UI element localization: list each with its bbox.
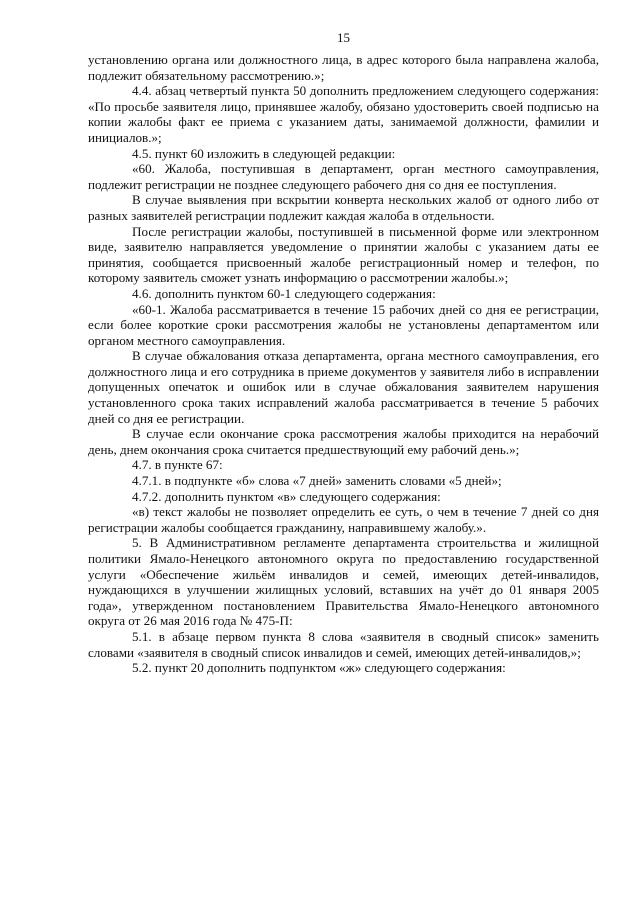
paragraph: После регистрации жалобы, поступившей в письменной форме или электронном виде, заявителю направляется уведомление о принятии жалобы с указанием даты ее принятия, сообщается присвоенный жалобе регистрационный номер и телефон, по которому заявитель сможет узнать информацию о рассмотрении жалобы.»; bbox=[88, 223, 599, 286]
paragraph: В случае если окончание срока рассмотрения жалобы приходится на нерабочий день, днем окончания срока считается предшествующий ему рабочий день.»; bbox=[88, 426, 599, 457]
paragraph: 4.7.1. в подпункте «б» слова «7 дней» заменить словами «5 дней»; bbox=[132, 473, 502, 489]
paragraph: 5.1. в абзаце первом пункта 8 слова «заявителя в сводный список» заменить словами «заявителя в сводный список инвалидов и семей, имеющих детей-инвалидов,»; bbox=[88, 628, 599, 660]
paragraph: В случае выявления при вскрытии конверта нескольких жалоб от одного либо от разных заявителей регистрации подлежит каждая жалоба в отдельности. bbox=[88, 192, 599, 223]
document-page bbox=[88, 30, 599, 676]
document-body bbox=[88, 52, 599, 676]
paragraph: В случае обжалования отказа департамента, органа местного самоуправления, его должностного лица и его сотрудника в приеме документов у заявителя либо в исправлении допущенных опечаток и ошибок или в случае обжалования заявителем нарушения установленного срока таких исправлений жалоба рассматривается в течение 5 рабочих дней со дня ее регистрации. bbox=[88, 348, 599, 426]
page-number: 15 bbox=[337, 30, 350, 45]
paragraph: «в) текст жалобы не позволяет определить ее суть, о чем в течение 7 дней со дня регистрации жалобы сообщается гражданину, направившему жалобу.». bbox=[88, 504, 599, 535]
paragraph: 4.7. в пункте 67: bbox=[132, 457, 223, 473]
paragraph: 4.6. дополнить пунктом 60-1 следующего содержания: bbox=[132, 285, 436, 301]
paragraph: 5.2. пункт 20 дополнить подпунктом «ж» следующего содержания: bbox=[132, 660, 506, 676]
paragraph: 4.5. пункт 60 изложить в следующей редакции: bbox=[132, 145, 396, 161]
paragraph: 4.7.2. дополнить пунктом «в» следующего содержания: bbox=[132, 488, 441, 504]
paragraph: 4.4. абзац четвертый пункта 50 дополнить предложением следующего содержания: «По просьбе заявителя лицо, принявшее жалобу, обязано удостоверить своей подписью на копии жалобы факт ее приема с указанием даты, занимаемой должности, фамилии и инициалов.»; bbox=[88, 83, 599, 145]
paragraph: «60-1. Жалоба рассматривается в течение 15 рабочих дней со дня ее регистрации, если более короткие сроки рассмотрения жалобы не установлены департаментом или органом местного самоуправления. bbox=[88, 301, 599, 348]
paragraph: 5. В Административном регламенте департамента строительства и жилищной политики Ямало-Ненецкого автономного округа по предоставлению государственной услуги «Обеспечение жильём инвалидов и семей, имеющих детей-инвалидов, нуждающихся в улучшении жилищных условий, вставших на учёт до 01 января 2005 года», утвержденном постановлением Правительства Ямало-Ненецкого автономного округа от 26 мая 2016 года № 475-П: bbox=[88, 535, 599, 629]
paragraph: установлению органа или должностного лица, в адрес которого была направлена жалоба, подлежит обязательному рассмотрению.»; bbox=[88, 52, 599, 83]
paragraph: «60. Жалоба, поступившая в департамент, орган местного самоуправления, подлежит регистрации не позднее следующего рабочего дня со дня ее поступления. bbox=[88, 161, 599, 192]
